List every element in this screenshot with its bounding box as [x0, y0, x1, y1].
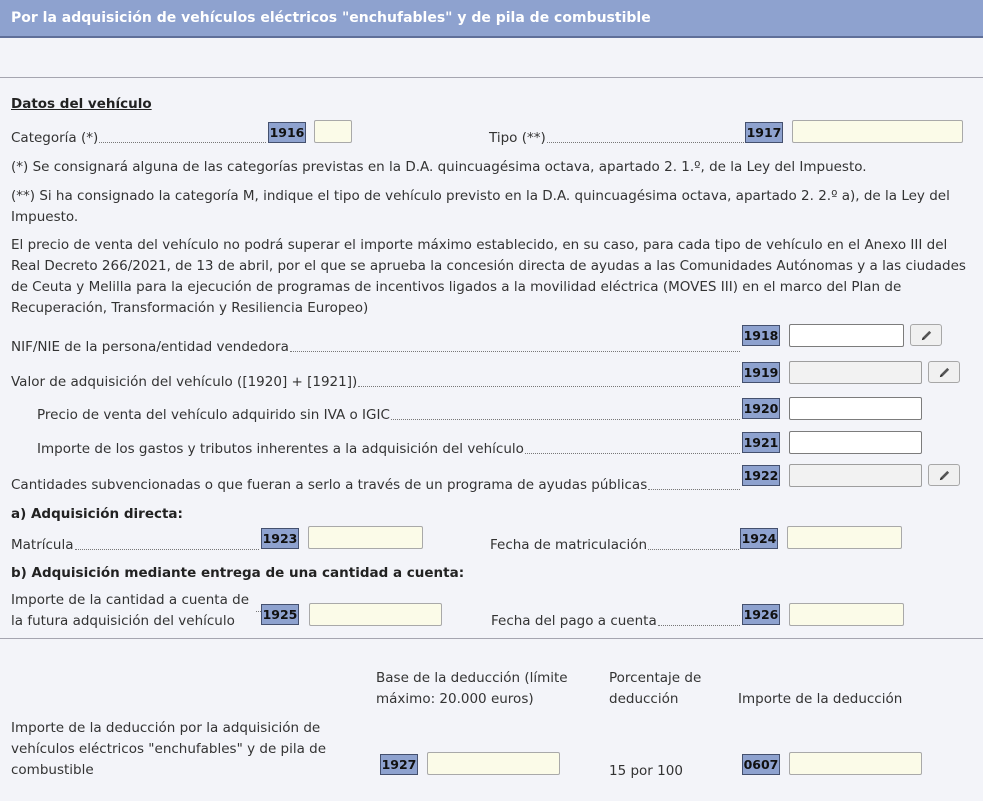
- matricula-label: Matrícula: [11, 535, 259, 555]
- fecha-pago-label: Fecha del pago a cuenta: [491, 611, 740, 631]
- section-header: Por la adquisición de vehículos eléctricos "enchufables" y de pila de combustible: [0, 0, 983, 38]
- divider-deduction: [0, 638, 983, 639]
- note-precio-maximo: El precio de venta del vehículo no podrá superar el importe máximo establecido, en su caso, para cada tipo de vehículo en el Anexo III del Real Decreto 266/2021, de 13 de abril, por el que se aprueba la concesión directa de ayudas a las Comunidades Autónomas y a las ciudades de Ceuta y Melilla para la ejecución de programas de incentivos ligados a la movilidad eléctrica (MOVES III) en el marco del Plan de Recuperación, Transformación y Resiliencia Europeo): [11, 237, 966, 316]
- cuenta-input[interactable]: [309, 603, 442, 626]
- directa-title: a) Adquisición directa:: [11, 506, 183, 522]
- pencil-icon: [938, 366, 951, 379]
- nif-label: NIF/NIE de la persona/entidad vendedora: [11, 337, 740, 357]
- base-header: Base de la deducción (límite máximo: 20.000 euros): [376, 670, 568, 707]
- note-tipo: (**) Si ha consignado la categoría M, indique el tipo de vehículo previsto en la D.A. quincuagésima octava, apartado 2. 2.º a), de la Ley del Impuesto.: [11, 188, 950, 225]
- valor-input[interactable]: [789, 361, 922, 384]
- deduction-row-label: Importe de la deducción por la adquisición de vehículos eléctricos "enchufables" y de pila de combustible: [11, 720, 327, 778]
- fecha-pago-input[interactable]: [789, 603, 904, 626]
- pencil-icon: [938, 469, 951, 482]
- code-1921: 1921: [742, 432, 780, 453]
- subvencion-input[interactable]: [789, 464, 922, 487]
- note-categoria: (*) Se consignará alguna de las categorías previstas en la D.A. quincuagésima octava, apartado 2. 1.º, de la Ley del Impuesto.: [11, 159, 867, 175]
- tipo-input[interactable]: [792, 120, 963, 143]
- valor-label: Valor de adquisición del vehículo ([1920] + [1921]): [11, 372, 740, 392]
- porcentaje-header: Porcentaje de deducción: [609, 670, 702, 707]
- code-1920: 1920: [742, 398, 780, 419]
- tipo-label: Tipo (**): [489, 128, 744, 148]
- code-1916: 1916: [268, 122, 306, 143]
- edit-subvencion-button[interactable]: [928, 464, 960, 486]
- cuenta-label: Importe de la cantidad a cuenta de la futura adquisición del vehículo: [11, 592, 250, 629]
- code-1925: 1925: [261, 604, 299, 625]
- nif-input[interactable]: [789, 324, 904, 347]
- code-1922: 1922: [742, 465, 780, 486]
- categoria-input[interactable]: [314, 120, 352, 143]
- gastos-label: Importe de los gastos y tributos inherentes a la adquisición del vehículo: [37, 439, 740, 459]
- importe-header: Importe de la deducción: [738, 691, 903, 707]
- base-deduccion-input[interactable]: [427, 752, 560, 775]
- edit-nif-button[interactable]: [910, 324, 942, 346]
- gastos-input[interactable]: [789, 431, 922, 454]
- matricula-input[interactable]: [308, 526, 423, 549]
- code-1918: 1918: [742, 325, 780, 346]
- code-1927: 1927: [380, 754, 418, 775]
- porcentaje-value: 15 por 100: [609, 763, 683, 779]
- code-1919: 1919: [742, 362, 780, 383]
- cuenta-title: b) Adquisición mediante entrega de una cantidad a cuenta:: [11, 565, 465, 581]
- code-1923: 1923: [261, 528, 299, 549]
- subvencion-label: Cantidades subvencionadas o que fueran a serlo a través de un programa de ayudas públicas: [11, 475, 740, 495]
- importe-deduccion-input[interactable]: [789, 752, 922, 775]
- categoria-label: Categoría (*): [11, 128, 266, 148]
- fecha-matriculacion-label: Fecha de matriculación: [490, 535, 739, 555]
- code-1924: 1924: [740, 528, 778, 549]
- code-0607: 0607: [742, 754, 780, 775]
- precio-input[interactable]: [789, 397, 922, 420]
- precio-label: Precio de venta del vehículo adquirido sin IVA o IGIC: [37, 405, 740, 425]
- code-1926: 1926: [742, 604, 780, 625]
- pencil-icon: [920, 329, 933, 342]
- code-1917: 1917: [745, 122, 783, 143]
- vehicle-data-title: Datos del vehículo: [11, 96, 152, 112]
- fecha-matriculacion-input[interactable]: [787, 526, 902, 549]
- edit-valor-button[interactable]: [928, 361, 960, 383]
- divider-top: [0, 77, 983, 78]
